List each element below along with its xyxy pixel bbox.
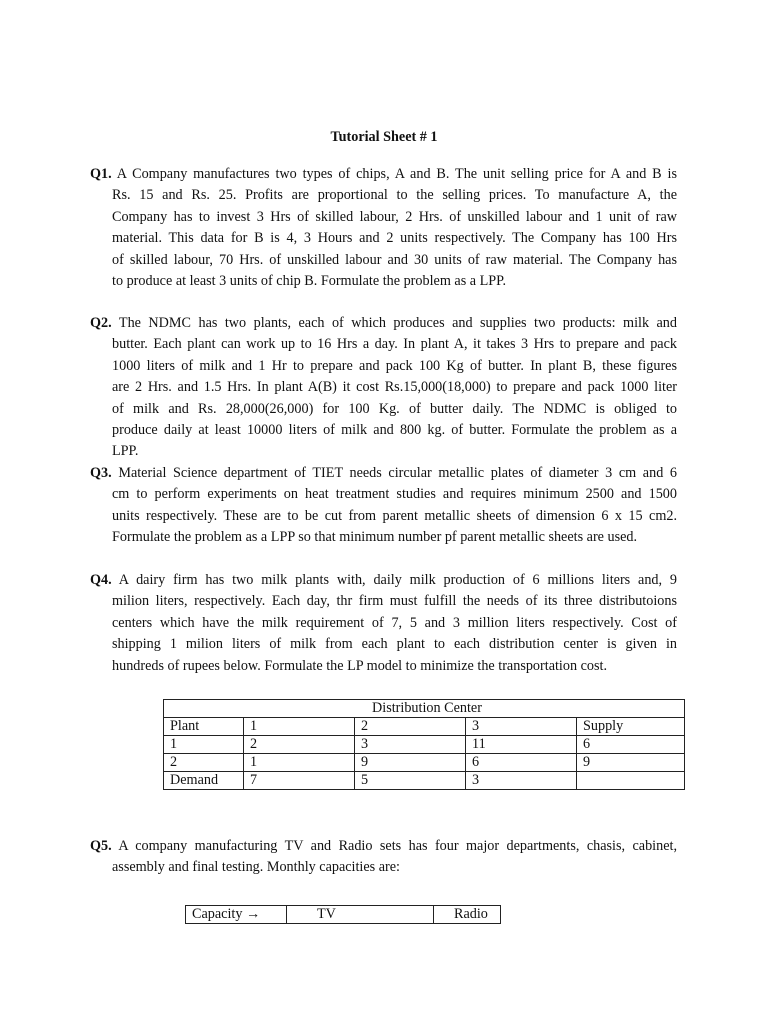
table-cell: 11 [466, 736, 577, 754]
question-text-line: of milk and Rs. 28,000(26,000) for 100 Kg. of butter daily. The NDMC is obliged to [112, 400, 677, 417]
question-2 [90, 313, 677, 463]
table-cell: 2 [244, 736, 355, 754]
table-cell: 3 [466, 772, 577, 790]
column-header: TV [287, 906, 434, 924]
question-3 [90, 463, 677, 549]
column-header: 1 [244, 718, 355, 736]
table-row [164, 736, 685, 754]
page-title: Tutorial Sheet # 1 [330, 129, 438, 145]
column-header: Supply [577, 718, 685, 736]
capacity-table [185, 905, 501, 924]
question-number: Q2. [90, 315, 112, 331]
question-text-line: milion liters, respectively. Each day, thr firm must fulfill the needs of its three distributoions [112, 593, 677, 610]
question-number: Q3. [90, 465, 112, 481]
question-1 [90, 164, 677, 292]
question-text-line: shipping 1 milion liters of milk from each plant to each distribution center is given in [112, 636, 677, 653]
question-text-line: Company has to invest 3 Hrs of skilled labour, 2 Hrs. of unskilled labour and 1 unit of raw [112, 208, 677, 225]
table-header-row [164, 700, 685, 718]
question-text-line: assembly and final testing. Monthly capacities are: [112, 859, 401, 876]
table-cell: 5 [355, 772, 466, 790]
table-cell [577, 772, 685, 790]
table-row [164, 754, 685, 772]
table-cell: 6 [466, 754, 577, 772]
question-text-line: to produce at least 3 units of chip B. Formulate the problem as a LPP. [112, 272, 507, 289]
question-text: The NDMC has two plants, each of which produces and supplies two products: milk and [118, 315, 677, 331]
column-header: 3 [466, 718, 577, 736]
column-header: Plant [164, 718, 244, 736]
question-first-line [90, 463, 677, 484]
question-text-line: cm to perform experiments on heat treatment studies and requires minimum 2500 and 1500 [112, 486, 677, 503]
column-header: Radio [434, 906, 501, 924]
question-text-line: units respectively. These are to be cut from parent metallic sheets of dimension 6 x 15 cm2. [112, 507, 677, 524]
question-text-line: centers which have the milk requirement of 7, 5 and 3 million liters respectively. Cost of [112, 614, 677, 631]
question-text-line: of skilled labour, 70 Hrs. of unskilled labour and 30 units of raw material. The Company has [112, 251, 677, 268]
table-cell: 2 [164, 754, 244, 772]
table-header-row [186, 906, 501, 924]
question-number: Q5. [90, 838, 112, 854]
question-text: Material Science department of TIET needs circular metallic plates of diameter 3 cm and 6 [118, 465, 678, 481]
question-text: A dairy firm has two milk plants with, daily milk production of 6 millions liters and, 9 [118, 572, 678, 588]
table-cell: 9 [577, 754, 685, 772]
question-text-line: LPP. [112, 443, 139, 460]
table-header-cell: Distribution Center [164, 700, 685, 718]
distribution-table [163, 699, 685, 790]
table-cell: 7 [244, 772, 355, 790]
question-text: A Company manufactures two types of chips, A and B. The unit selling price for A and B is [116, 166, 677, 182]
question-5 [90, 836, 677, 879]
question-text-line: 1000 liters of milk and 1 Hr to prepare and pack 100 Kg of butter. In plant B, these figures [112, 357, 677, 374]
question-text-line: Rs. 15 and Rs. 25. Profits are proportional to the selling prices. To manufacture A, the [112, 187, 677, 204]
table-column-row [164, 718, 685, 736]
table-row [164, 772, 685, 790]
question-first-line [90, 164, 677, 185]
question-text-line: produce daily at least 10000 liters of milk and 800 kg. of butter. Formulate the problem as a [112, 421, 677, 438]
table-cell: 3 [355, 736, 466, 754]
table-cell: 1 [164, 736, 244, 754]
question-text-line: butter. Each plant can work up to 16 Hrs a day. In plant A, it takes 3 Hrs to prepare and pack [112, 336, 677, 353]
question-text-line: material. This data for B is 4, 3 Hours and 2 units respectively. The Company has 100 Hrs [112, 230, 677, 247]
table-cell: 1 [244, 754, 355, 772]
question-text: A company manufacturing TV and Radio sets has four major departments, chasis, cabinet, [118, 838, 677, 854]
question-first-line [90, 836, 677, 857]
question-first-line [90, 570, 677, 591]
table-cell: Demand [164, 772, 244, 790]
question-text-line: are 2 Hrs. and 1.5 Hrs. In plant A(B) it cost Rs.15,000(18,000) to prepare and pack 1000 liter [112, 379, 677, 396]
question-number: Q1. [90, 166, 112, 182]
question-number: Q4. [90, 572, 112, 588]
table-cell: 9 [355, 754, 466, 772]
column-header: Capacity → [186, 906, 287, 924]
table-cell: 6 [577, 736, 685, 754]
question-text-line: Formulate the problem as a LPP so that minimum number pf parent metallic sheets are used. [112, 529, 638, 546]
question-first-line [90, 313, 677, 334]
question-4 [90, 570, 677, 677]
column-header: 2 [355, 718, 466, 736]
question-text-line: hundreds of rupees below. Formulate the LP model to minimize the transportation cost. [112, 657, 608, 674]
